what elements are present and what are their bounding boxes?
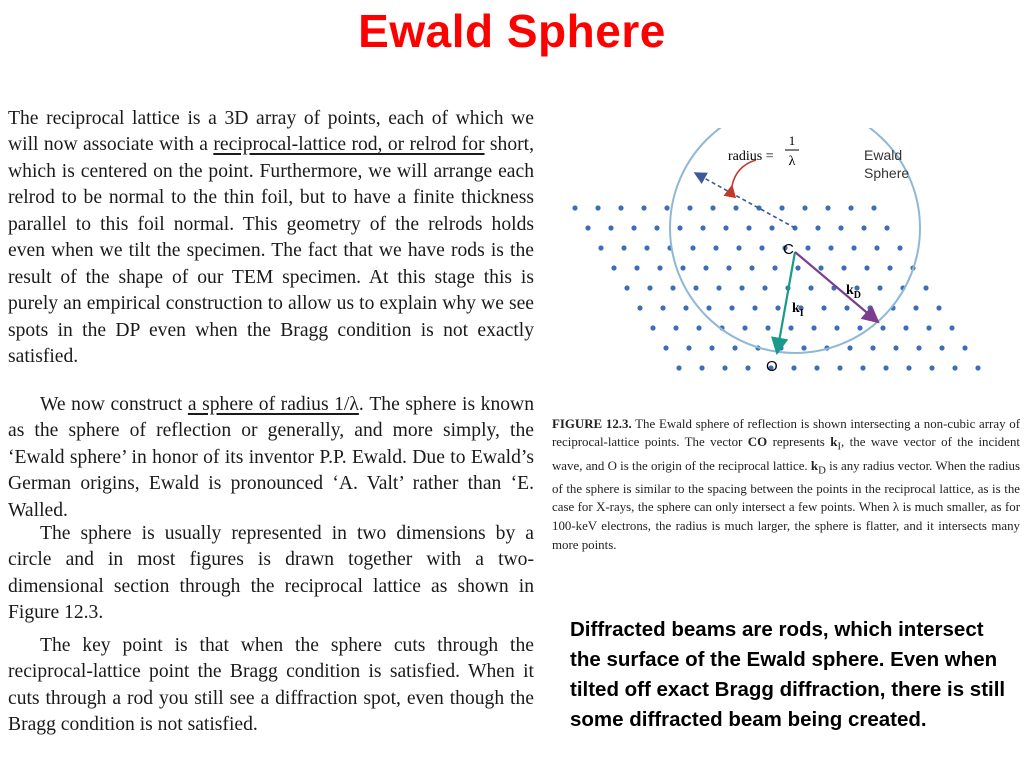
lattice-point [841,265,846,270]
lattice-point [929,365,934,370]
lattice-point [893,345,898,350]
paragraph-1-underlined: reciprocal-lattice rod, or relrod for [213,134,485,156]
lattice-point [752,305,757,310]
lattice-point [673,325,678,330]
lattice-point [739,285,744,290]
lattice-point [736,245,741,250]
lattice-point [726,265,731,270]
lattice-point [837,365,842,370]
lattice-point [897,245,902,250]
lattice-point [762,285,767,290]
lattice-point [670,285,675,290]
lattice-point [801,345,806,350]
lattice-point [962,345,967,350]
paragraph-relrod [8,106,534,371]
lattice-point [906,365,911,370]
lattice-point [657,265,662,270]
diffracted-wave-vector [795,252,878,322]
lattice-point [746,225,751,230]
lattice-point [923,285,928,290]
lattice-point [742,325,747,330]
lattice-point [709,345,714,350]
lattice-point [690,245,695,250]
lattice-point [722,365,727,370]
caption-co: CO [747,435,768,450]
lattice-point [700,225,705,230]
lattice-point [949,325,954,330]
caption-text-4: is any radius vector. When the radius of the sphere is similar to the spacing between the points in the reciprocal lattice, as is the case for X-rays, the sphere can only intersect a few points. When λ is much smaller, as for 100-keV electrons, the radius is much larger, the sphere is flatter, and it intersects many more points. [552,458,1020,552]
lattice-point [631,225,636,230]
caption-kd-sub: D [818,464,826,477]
lattice-point [870,345,875,350]
figure-caption [552,415,1020,554]
lattice-point [676,365,681,370]
lattice-point [759,245,764,250]
lattice-point [811,325,816,330]
lattice-point [791,365,796,370]
lattice-point [634,265,639,270]
lattice-point [611,265,616,270]
lattice-point [880,325,885,330]
paragraph-key-point: The key point is that when the sphere cuts through the reciprocal-lattice point the Bragg condition is satisfied. When it cuts through a rod you still see a diffraction spot, even though the Bragg condition is not satisfied. [8,634,534,736]
lattice-point [624,285,629,290]
paragraph-1-text-start: The reciprocal lattice is a 3D array of points, each of which we will now associate with a [8,107,534,156]
lattice-point [641,205,646,210]
lattice-point [802,205,807,210]
lattice-point [818,265,823,270]
lattice-point [745,365,750,370]
lattice-point [654,225,659,230]
radius-dashed-arrow [695,173,795,228]
lattice-point [861,225,866,230]
kd-label: $k_D$ [846,283,862,301]
lattice-point [572,205,577,210]
lattice-point [618,205,623,210]
lattice-point [864,265,869,270]
lattice-point [696,325,701,330]
lattice-point [775,305,780,310]
lattice-point [716,285,721,290]
lattice-point [871,205,876,210]
caption-kd: k [810,458,819,473]
lattice-point [815,225,820,230]
lattice-point [860,365,865,370]
lattice-point [825,205,830,210]
lattice-point [749,265,754,270]
lattice-point [916,345,921,350]
lattice-point [733,205,738,210]
caption-ki: k [830,435,838,450]
lattice-point [660,305,665,310]
lattice-point [710,205,715,210]
lattice-point [772,265,777,270]
lattice-point [595,205,600,210]
lattice-point [608,225,613,230]
lattice-point [867,305,872,310]
lattice-point [877,285,882,290]
lattice-point [765,325,770,330]
lattice-point [814,365,819,370]
lattice-point [844,305,849,310]
paragraph-2-text-end: . The sphere is known as the sphere of reflection or generally, and more simply, the ‘Ewald sphere’ in honor of its inventor P.P. Ewald. Due to Ewald’s German origins, Ewald is pronounced ‘A. Valt’ rather than ‘E. Walled. [8,393,535,521]
paragraph-1-text-end: short, which is centered on the point. Furthermore, we will arrange each relrod to be normal to the thin foil, but to have a finite thickness parallel to this foil normal. This geometry of the relrods holds even when we tilt the specimen. The fact that we have rods is the result of the shape of our TEM specimen. At this stage this is purely an empirical construction to allow us to explain why we see spots in the DP even when the Bragg condition is not exactly satisfied. [8,134,534,368]
lattice-point [687,205,692,210]
lattice-point [686,345,691,350]
lattice-point [683,305,688,310]
caption-text-1: The Ewald sphere of reflection is shown intersecting a non-cubic array of reciprocal-lattice points. The vector [552,416,1020,450]
point-o-label: O [766,358,778,375]
lattice-point [788,325,793,330]
lattice-point [598,245,603,250]
lattice-point [838,225,843,230]
lattice-point [699,365,704,370]
radius-numerator: 1 [788,133,796,148]
lattice-point [723,225,728,230]
paragraph-representation: The sphere is usually represented in two dimensions by a circle and in most figures is drawn together with a two-dimensional section through the reciprocal lattice as shown in Figure 12.3. [8,522,534,624]
lattice-point [647,285,652,290]
lattice-point [779,205,784,210]
lattice-point [884,225,889,230]
lattice-point [663,345,668,350]
lattice-point [795,265,800,270]
lattice-point [703,265,708,270]
lattice-point [677,225,682,230]
lattice-point [847,345,852,350]
lattice-point [693,285,698,290]
lattice-point [680,265,685,270]
radius-label: radius = [728,149,774,164]
lattice-point [769,225,774,230]
lattice-point [936,305,941,310]
sphere-label-line2: Sphere [864,165,910,181]
lattice-point [874,245,879,250]
lattice-point [952,365,957,370]
lattice-point [713,245,718,250]
paragraph-ewald-sphere [8,392,534,525]
lattice-point [805,245,810,250]
point-c-label: C [783,241,794,258]
lattice-point [664,205,669,210]
lattice-point [621,245,626,250]
lattice-point [913,305,918,310]
lattice-point [834,325,839,330]
caption-ki-sub: I [837,441,842,454]
paragraph-2-text-start: We now construct [40,393,188,415]
sphere-label-line1: Ewald [864,147,903,163]
lattice-point [975,365,980,370]
lattice-point [637,305,642,310]
radius-denominator: λ [788,154,796,169]
ewald-sphere-figure [570,128,1010,388]
lattice-point [857,325,862,330]
lattice-point [828,245,833,250]
lattice-point [848,205,853,210]
lattice-point [887,265,892,270]
lattice-point [706,305,711,310]
lattice-point [644,245,649,250]
lattice-point [729,305,734,310]
lattice-point [808,285,813,290]
lattice-point [851,245,856,250]
lattice-point [926,325,931,330]
lattice-point [903,325,908,330]
lattice-point [939,345,944,350]
lattice-point [650,325,655,330]
caption-text-2: represents [767,435,831,450]
lattice-point [883,365,888,370]
caption-text-3: , the wave vector of the incident wave, and O is the origin of the reciprocal lattice. [552,435,1021,473]
lattice-point [585,225,590,230]
paragraph-2-underlined: a sphere of radius 1/λ [187,393,359,415]
summary-text: Diffracted beams are rods, which intersect the surface of the Ewald sphere. Even when tilted off exact Bragg diffraction, there is still some diffracted beam being created. [570,618,1006,731]
ki-label: $k_I$ [792,301,804,319]
lattice-point [821,305,826,310]
slide-title: Ewald Sphere [358,5,666,57]
lattice-point [732,345,737,350]
caption-label: FIGURE 12.3. [552,416,632,431]
